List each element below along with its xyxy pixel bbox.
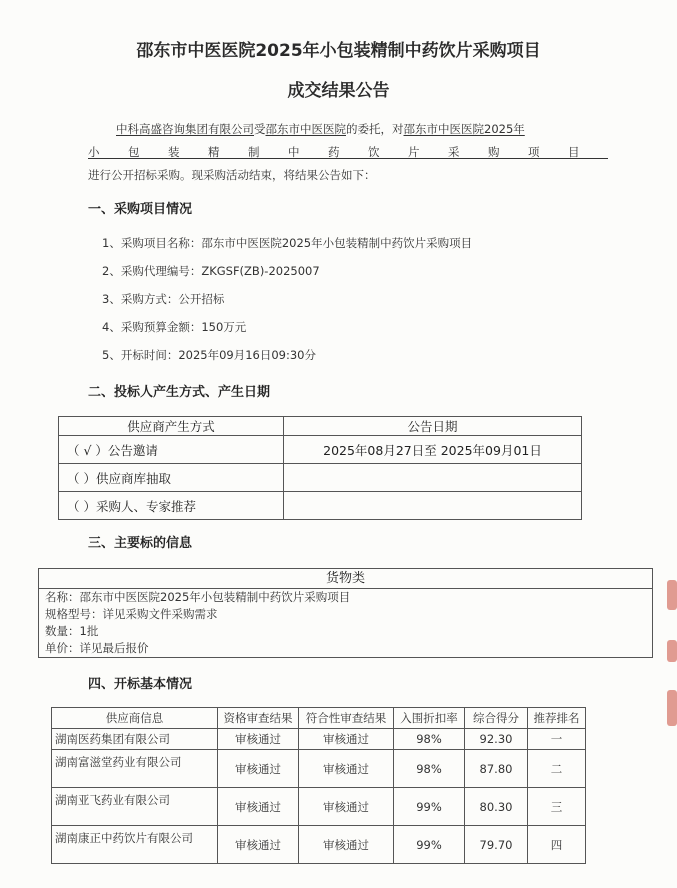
table-row [52,729,586,750]
compliance-result: 审核通过 [299,826,394,864]
table-header: 资格审查结果 [218,708,299,729]
supplier-name: 湖南康正中药饮片有限公司 [52,826,218,864]
compliance-result: 审核通过 [299,788,394,826]
qualification-result: 审核通过 [218,729,299,750]
table-row [52,750,586,788]
supplier-name: 湖南亚飞药业有限公司 [52,788,218,826]
method-option-database: （ ）供应商库抽取 [59,464,284,492]
rank: 三 [528,788,586,826]
project-item: 3、采购方式：公开招标 [102,292,225,306]
discount-rate: 99% [394,826,465,864]
supplier-name: 湖南医药集团有限公司 [52,729,218,750]
intro-line-1 [116,121,525,137]
method-option-recommend: （ ）采购人、专家推荐 [59,492,284,520]
supplier-name: 湖南富滋堂药业有限公司 [52,750,218,788]
intro-line-3: 进行公开招标采购。现采购活动结束，将结果公告如下： [88,168,376,182]
goods-category-header: 货物类 [39,569,652,589]
project-item: 5、开标时间：2025年09月16日09:30分 [102,348,316,362]
table-header: 公告日期 [284,417,582,436]
table-row [52,826,586,864]
announcement-date: 2025年08月27日至 2025年09月01日 [284,436,582,464]
table-header: 综合得分 [465,708,528,729]
total-score: 92.30 [465,729,528,750]
bid-results-table [51,707,586,864]
subject-line: 单价：详见最后报价 [45,641,149,655]
total-score: 87.80 [465,750,528,788]
table-header: 推荐排名 [528,708,586,729]
discount-rate: 98% [394,750,465,788]
total-score: 79.70 [465,826,528,864]
intro-text-1: 受 [254,122,266,136]
seal-mark [667,640,677,662]
empty-cell [284,464,582,492]
project-item: 4、采购预算金额：150万元 [102,320,247,334]
agency-name: 中科高盛咨询集团有限公司 [116,122,254,136]
compliance-result: 审核通过 [299,750,394,788]
buyer-name: 邵东市中医医院 [265,122,346,136]
compliance-result: 审核通过 [299,729,394,750]
discount-rate: 98% [394,729,465,750]
page-subtitle: 成交结果公告 [287,81,390,101]
qualification-result: 审核通过 [218,750,299,788]
discount-rate: 99% [394,788,465,826]
table-row [52,788,586,826]
project-name-part-a: 邵东市中医医院2025年 [403,122,525,136]
table-header: 符合性审查结果 [299,708,394,729]
bidder-method-table [58,416,582,520]
subject-line: 数量：1批 [45,624,99,638]
seal-mark [667,580,677,610]
section-4-heading: 四、开标基本情况 [88,677,193,692]
subject-line: 名称：邵东市中医医院2025年小包装精制中药饮片采购项目 [45,590,351,604]
qualification-result: 审核通过 [218,788,299,826]
project-item: 2、采购代理编号：ZKGSF(ZB)-2025007 [102,264,320,278]
table-header: 供应商产生方式 [59,417,284,436]
page-title: 邵东市中医医院2025年小包装精制中药饮片采购项目 [136,41,541,61]
section-1-heading: 一、采购项目情况 [88,202,193,217]
empty-cell [284,492,582,520]
rank: 四 [528,826,586,864]
table-header: 入围折扣率 [394,708,465,729]
rank: 一 [528,729,586,750]
section-3-heading: 三、主要标的信息 [88,536,193,551]
subject-line: 规格型号：详见采购文件采购需求 [45,607,218,621]
table-header: 供应商信息 [52,708,218,729]
intro-text-2: 的委托，对 [346,122,404,136]
project-name-part-b: 小包装精制中药饮片采购项目 [88,145,608,159]
project-item: 1、采购项目名称：邵东市中医医院2025年小包装精制中药饮片采购项目 [102,236,473,250]
method-option-public: （ √ ）公告邀请 [59,436,284,464]
seal-mark [667,690,677,726]
total-score: 80.30 [465,788,528,826]
subject-info-box [38,568,653,658]
qualification-result: 审核通过 [218,826,299,864]
rank: 二 [528,750,586,788]
section-2-heading: 二、投标人产生方式、产生日期 [88,385,271,400]
